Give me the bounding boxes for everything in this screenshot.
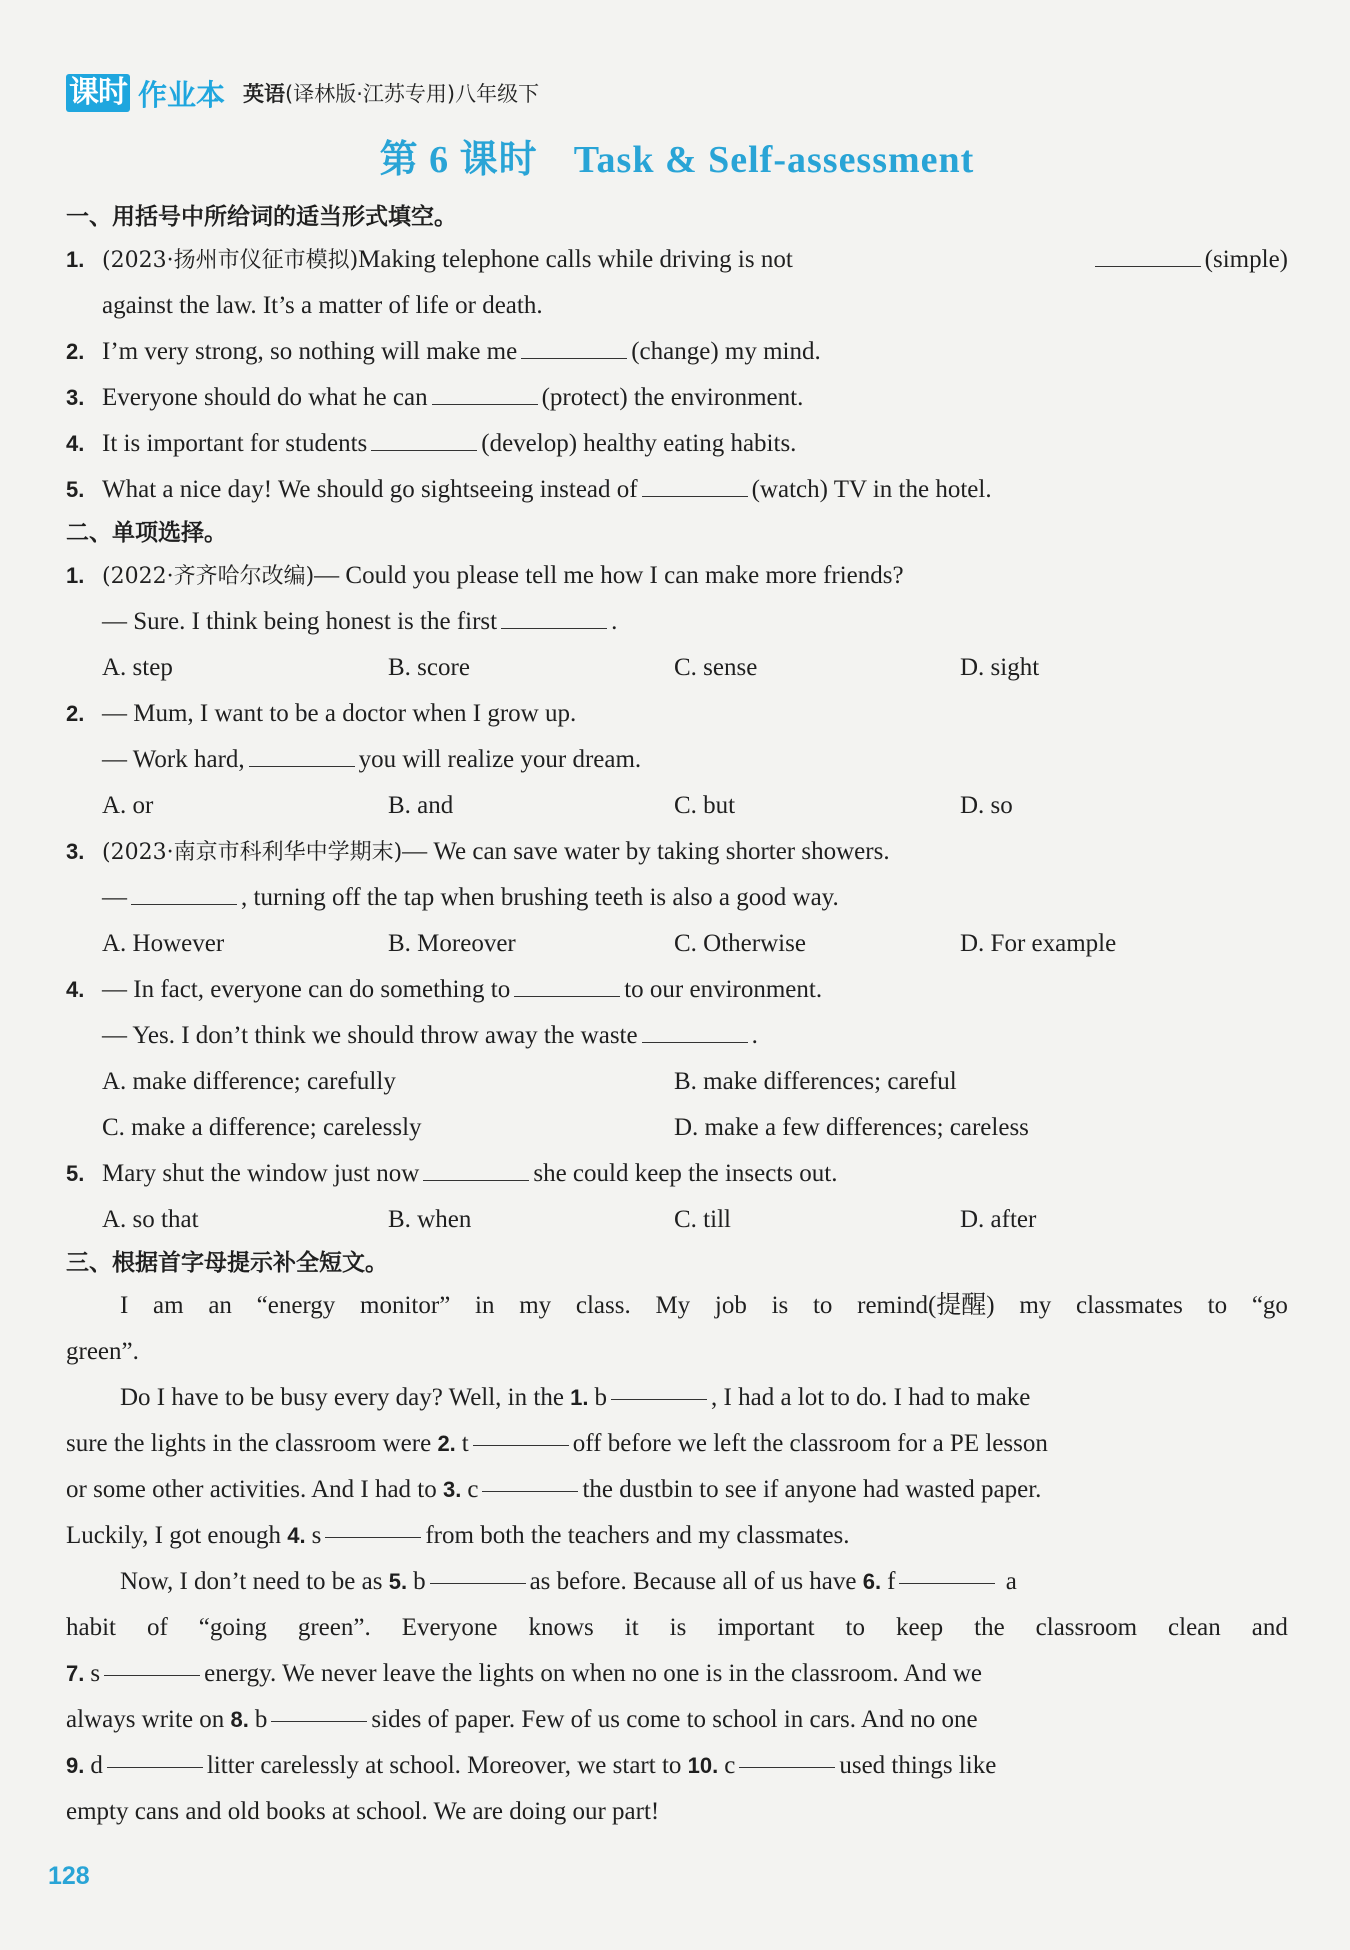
s1-q1-line1 <box>66 237 1288 283</box>
option-c[interactable]: C. Otherwise <box>674 930 806 957</box>
word: class. <box>575 1292 631 1319</box>
first-letter-hint: s <box>90 1660 101 1687</box>
first-letter-hint: t <box>461 1430 469 1457</box>
question-text: (develop) healthy eating habits. <box>481 430 797 457</box>
word: and <box>1251 1614 1288 1641</box>
blank-number: 5. <box>388 1569 408 1594</box>
word: to <box>812 1292 833 1319</box>
s2-q3-options <box>66 921 1288 967</box>
word: my <box>519 1292 552 1319</box>
section-3-heading: 三、根据首字母提示补全短文。 <box>66 1250 388 1276</box>
passage-text: sides of paper. Few of us come to school in cars. And no one <box>371 1706 978 1733</box>
question-text: she could keep the insects out. <box>533 1160 838 1187</box>
question-text: — <box>102 884 127 911</box>
s1-q3 <box>66 375 1288 421</box>
passage-text: as before. Because all of us have <box>529 1568 857 1595</box>
word: is <box>669 1614 687 1641</box>
cloze-passage <box>66 1283 1288 1835</box>
blank-number: 6. <box>862 1569 882 1594</box>
option-b[interactable]: B. and <box>388 792 454 819</box>
option-a[interactable]: A. so that <box>102 1206 199 1233</box>
answer-blank[interactable] <box>249 742 355 767</box>
passage-text: a <box>1005 1568 1017 1595</box>
passage-line-2 <box>66 1329 1288 1375</box>
question-number: 4. <box>66 977 85 1002</box>
question-number: 1. <box>66 247 85 272</box>
word: habit <box>66 1614 116 1641</box>
passage-line-5 <box>66 1467 1288 1513</box>
s2-q3-line2 <box>66 875 1288 921</box>
question-hint: (simple) <box>1204 246 1288 273</box>
passage-line-9 <box>66 1651 1288 1697</box>
question-text: , turning off the tap when brushing teeth is also a good way. <box>241 884 839 911</box>
answer-blank[interactable] <box>899 1559 995 1584</box>
passage-line-4 <box>66 1421 1288 1467</box>
answer-blank[interactable] <box>473 1421 569 1446</box>
passage-line-10 <box>66 1697 1288 1743</box>
word: monitor” <box>360 1292 451 1319</box>
passage-text: always write on <box>66 1706 225 1733</box>
s2-q4-line2 <box>66 1013 1288 1059</box>
s1-q4 <box>66 421 1288 467</box>
word: is <box>771 1292 789 1319</box>
option-d[interactable]: D. so <box>960 792 1013 819</box>
question-text: I’m very strong, so nothing will make me <box>102 338 518 365</box>
question-text: . <box>751 1022 758 1049</box>
question-number: 2. <box>66 339 85 364</box>
first-letter-hint: c <box>467 1476 479 1503</box>
brand-logo-text: 作业本 <box>138 77 226 112</box>
passage-text: energy. We never leave the lights on when no one is in the classroom. And we <box>204 1660 982 1687</box>
passage-line-8 <box>66 1605 1288 1651</box>
option-a[interactable]: A. step <box>102 654 173 681</box>
question-text: (change) my mind. <box>631 338 821 365</box>
first-letter-hint: c <box>724 1752 736 1779</box>
question-text: — Mum, I want to be a doctor when I grow up. <box>102 700 577 727</box>
blank-number: 10. <box>687 1753 719 1778</box>
first-letter-hint: b <box>254 1706 268 1733</box>
word: important <box>717 1614 815 1641</box>
brand-logo <box>66 73 225 114</box>
answer-blank[interactable] <box>739 1743 835 1768</box>
first-letter-hint: b <box>594 1384 608 1411</box>
s2-q1-options <box>66 645 1288 691</box>
word: “go <box>1251 1292 1288 1319</box>
s2-q2-line2 <box>66 737 1288 783</box>
word: to <box>1207 1292 1228 1319</box>
word: classroom <box>1035 1614 1138 1641</box>
question-source: (2023·南京市科利华中学期末) <box>102 840 403 865</box>
subject-label <box>243 78 539 108</box>
first-letter-hint: s <box>311 1522 322 1549</box>
section-1-heading: 一、用括号中所给词的适当形式填空。 <box>66 204 457 230</box>
s2-q3-line1 <box>66 829 1288 875</box>
answer-blank[interactable] <box>611 1375 707 1400</box>
question-text: (watch) TV in the hotel. <box>751 476 992 503</box>
answer-blank[interactable] <box>104 1651 200 1676</box>
passage-text: empty cans and old books at school. We are doing our part! <box>66 1798 660 1825</box>
word: remind(提醒) <box>857 1292 995 1319</box>
blank-number: 4. <box>287 1523 306 1548</box>
question-text: — Yes. I don’t think we should throw away the waste <box>102 1022 638 1049</box>
answer-blank[interactable] <box>423 1156 529 1181</box>
question-text: . <box>611 608 618 635</box>
question-text: you will realize your dream. <box>358 746 642 773</box>
question-text: Making telephone calls while driving is not <box>358 246 793 273</box>
question-number: 3. <box>66 839 85 864</box>
option-c[interactable]: C. make a difference; carelessly <box>102 1114 422 1141</box>
s1-q2 <box>66 329 1288 375</box>
option-d[interactable]: D. after <box>960 1206 1037 1233</box>
passage-line-7 <box>66 1559 1288 1605</box>
page-number: 128 <box>48 1862 90 1890</box>
passage-text: green”. <box>66 1338 139 1365</box>
answer-blank[interactable] <box>430 1559 526 1584</box>
brand-logo-box: 课时 <box>66 74 130 112</box>
option-b[interactable]: B. when <box>388 1206 472 1233</box>
passage-text: Now, I don’t need to be as <box>120 1568 383 1595</box>
passage-text: or some other activities. And I had to <box>66 1476 437 1503</box>
blank-number: 2. <box>437 1431 456 1456</box>
first-letter-hint: b <box>413 1568 426 1595</box>
passage-text: , I had a lot to do. I had to make <box>711 1384 1031 1411</box>
question-source: (2023·扬州市仪征市模拟) <box>102 248 359 273</box>
word: knows <box>528 1614 594 1641</box>
answer-blank[interactable] <box>642 472 748 497</box>
word: My <box>655 1292 691 1319</box>
option-c[interactable]: C. but <box>674 792 736 819</box>
section-2-heading: 二、单项选择。 <box>66 520 227 546</box>
option-d[interactable]: D. make a few differences; careless <box>674 1114 1029 1141</box>
word: it <box>624 1614 639 1641</box>
answer-blank[interactable] <box>271 1697 367 1722</box>
question-number: 3. <box>66 385 85 410</box>
word: in <box>475 1292 495 1319</box>
first-letter-hint: f <box>887 1568 896 1595</box>
answer-blank[interactable] <box>371 426 477 451</box>
s2-q1-line2 <box>66 599 1288 645</box>
passage-text: from both the teachers and my classmates. <box>425 1522 850 1549</box>
answer-blank[interactable] <box>501 604 607 629</box>
option-d[interactable]: D. sight <box>960 654 1040 681</box>
option-b[interactable]: B. Moreover <box>388 930 516 957</box>
option-c[interactable]: C. sense <box>674 654 758 681</box>
question-number: 1. <box>66 563 85 588</box>
question-text: — Work hard, <box>102 746 245 773</box>
passage-text: the dustbin to see if anyone had wasted paper. <box>582 1476 1042 1503</box>
answer-blank[interactable] <box>482 1467 578 1492</box>
passage-line-6 <box>66 1513 1288 1559</box>
passage-text: litter carelessly at school. Moreover, we start to <box>206 1752 682 1779</box>
option-a[interactable]: A. make difference; carefully <box>102 1068 396 1095</box>
question-text: (protect) the environment. <box>541 384 804 411</box>
lesson-number: 第 6 课时 <box>379 139 538 181</box>
header-bar <box>66 68 1288 118</box>
answer-blank[interactable] <box>521 334 627 359</box>
subject-edition: (译林版·江苏专用)八年级下 <box>285 82 540 106</box>
s2-q2-options <box>66 783 1288 829</box>
question-number: 5. <box>66 1161 85 1186</box>
word: “energy <box>256 1292 336 1319</box>
word: am <box>153 1292 184 1319</box>
word: the <box>974 1614 1005 1641</box>
passage-text: used things like <box>839 1752 997 1779</box>
passage-text: sure the lights in the classroom were <box>66 1430 432 1457</box>
word: to <box>845 1614 865 1641</box>
lesson-topic: Task & Self-assessment <box>573 139 975 181</box>
option-b[interactable]: B. score <box>388 654 470 681</box>
answer-blank[interactable] <box>107 1743 203 1768</box>
question-text: against the law. It’s a matter of life or death. <box>102 292 543 319</box>
s2-q1-line1 <box>66 553 1288 599</box>
s1-q5 <box>66 467 1288 513</box>
word: I <box>120 1292 129 1319</box>
question-text: — Sure. I think being honest is the first <box>102 608 498 635</box>
blank-number: 9. <box>66 1753 85 1778</box>
s1-q1-line2 <box>66 283 1288 329</box>
option-a[interactable]: A. or <box>102 792 154 819</box>
passage-line-12 <box>66 1789 1288 1835</box>
answer-blank[interactable] <box>1095 242 1201 267</box>
answer-blank[interactable] <box>325 1513 421 1538</box>
question-text: — Could you please tell me how I can make more friends? <box>314 562 904 589</box>
question-number: 2. <box>66 701 85 726</box>
option-b[interactable]: B. make differences; careful <box>674 1068 957 1095</box>
option-d[interactable]: D. For example <box>960 930 1117 957</box>
word: my <box>1019 1292 1052 1319</box>
first-letter-hint: d <box>90 1752 103 1779</box>
s2-q5-line1 <box>66 1151 1288 1197</box>
s2-q2-line1 <box>66 691 1288 737</box>
blank-number: 3. <box>443 1477 462 1502</box>
question-number: 5. <box>66 477 85 502</box>
answer-blank[interactable] <box>432 380 538 405</box>
blank-number: 7. <box>66 1661 85 1686</box>
lesson-title <box>66 128 1288 183</box>
question-text: What a nice day! We should go sightseeing instead of <box>102 476 638 503</box>
word: classmates <box>1076 1292 1183 1319</box>
word: “going <box>198 1614 267 1641</box>
word: of <box>146 1614 168 1641</box>
question-text: — We can save water by taking shorter showers. <box>402 838 890 865</box>
option-c[interactable]: C. till <box>674 1206 731 1233</box>
word: clean <box>1168 1614 1221 1641</box>
answer-blank[interactable] <box>131 880 237 905</box>
answer-blank[interactable] <box>642 1018 748 1043</box>
s2-q4-options-row1 <box>66 1059 1288 1105</box>
word: job <box>714 1292 747 1319</box>
s2-q4-options-row2 <box>66 1105 1288 1151</box>
passage-text: Luckily, I got enough <box>66 1522 282 1549</box>
subject-name: 英语 <box>243 82 286 106</box>
blank-number: 8. <box>230 1707 249 1732</box>
passage-text: off before we left the classroom for a PE lesson <box>572 1430 1048 1457</box>
question-text: to our environment. <box>624 976 823 1003</box>
word: green”. <box>297 1614 371 1641</box>
question-text: — In fact, everyone can do something to <box>102 976 511 1003</box>
s2-q5-options <box>66 1197 1288 1243</box>
question-number: 4. <box>66 431 85 456</box>
word: keep <box>895 1614 944 1641</box>
passage-text: Do I have to be busy every day? Well, in the <box>120 1384 564 1411</box>
passage-line-3 <box>66 1375 1288 1421</box>
word: Everyone <box>401 1614 498 1641</box>
question-text: It is important for students <box>102 430 368 457</box>
question-source: (2022·齐齐哈尔改编) <box>102 564 315 589</box>
word: an <box>208 1292 232 1319</box>
s2-q4-line1 <box>66 967 1288 1013</box>
passage-line-1 <box>66 1283 1288 1329</box>
passage-line-11 <box>66 1743 1288 1789</box>
question-text: Everyone should do what he can <box>102 384 428 411</box>
question-text: Mary shut the window just now <box>102 1160 420 1187</box>
answer-blank[interactable] <box>514 972 620 997</box>
blank-number: 1. <box>570 1385 589 1410</box>
option-a[interactable]: A. However <box>102 930 225 957</box>
